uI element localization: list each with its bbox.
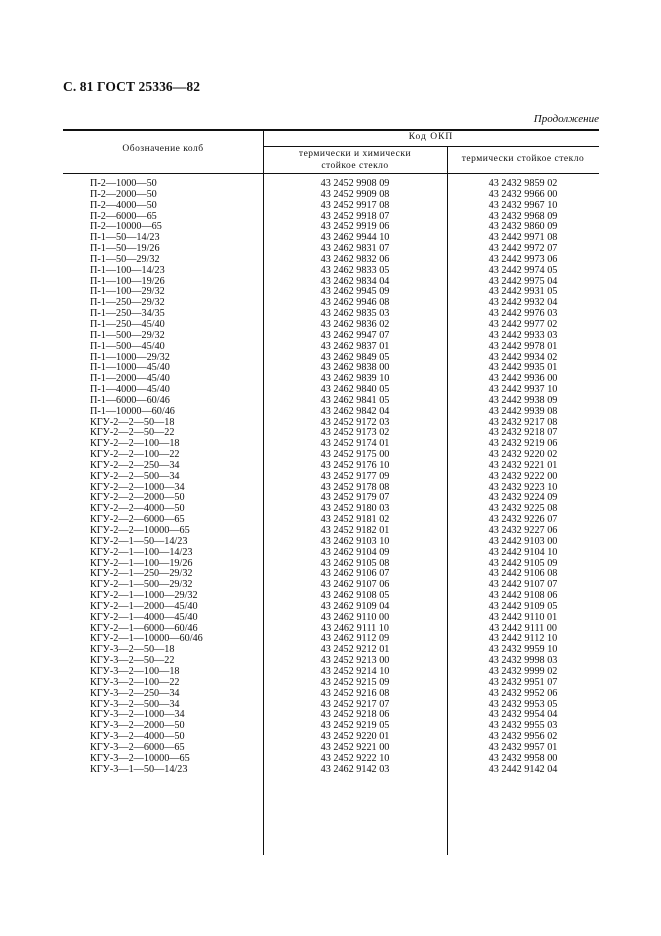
okp-code-chemical: 43 2462 9947 07 bbox=[320, 329, 390, 341]
okp-code-chemical: 43 2462 9106 07 bbox=[320, 568, 390, 580]
okp-code-chemical: 43 2462 9108 05 bbox=[320, 590, 390, 602]
okp-code-chemical: 43 2462 9840 05 bbox=[320, 384, 390, 396]
okp-code-chemical: 43 2452 9176 10 bbox=[320, 459, 390, 471]
okp-code-chemical: 43 2452 9220 01 bbox=[320, 731, 390, 743]
flask-designation: КГУ-3—2—50—22 bbox=[90, 655, 175, 667]
flask-designation: КГУ-2—2—10000—65 bbox=[90, 525, 190, 536]
okp-code-chemical: 43 2452 9173 02 bbox=[320, 427, 390, 439]
flask-designation: КГУ-2—2—50—22 bbox=[90, 427, 175, 439]
okp-code-chemical: 43 2452 9182 01 bbox=[320, 525, 390, 536]
okp-code-thermal: 43 2442 9977 02 bbox=[488, 318, 558, 330]
okp-code-thermal: 43 2432 9967 10 bbox=[488, 199, 558, 211]
okp-code-chemical: 43 2452 9917 08 bbox=[320, 199, 390, 211]
okp-code-chemical: 43 2462 9110 00 bbox=[320, 611, 390, 623]
okp-code-chemical: 43 2462 9836 02 bbox=[320, 318, 390, 330]
flask-designation: П-1—500—45/40 bbox=[90, 340, 165, 352]
header-bottom-rule bbox=[63, 173, 599, 174]
flask-designation: КГУ-2—1—50—14/23 bbox=[90, 535, 188, 547]
group-header-rule bbox=[263, 146, 599, 147]
flask-designation: КГУ-2—1—100—14/23 bbox=[90, 546, 193, 558]
okp-code-chemical: 43 2452 9222 10 bbox=[320, 752, 390, 764]
flask-designation: КГУ-2—1—2000—45/40 bbox=[90, 600, 198, 612]
okp-code-thermal: 43 2442 9976 03 bbox=[488, 308, 558, 320]
column-header-flask: Обозначение колб bbox=[122, 144, 204, 154]
okp-code-chemical: 43 2452 9215 09 bbox=[320, 676, 390, 688]
okp-code-chemical: 43 2452 9177 09 bbox=[320, 470, 390, 482]
okp-code-thermal: 43 2442 9105 09 bbox=[488, 557, 558, 569]
okp-code-thermal: 43 2432 9226 07 bbox=[488, 514, 558, 526]
okp-code-thermal: 43 2442 9972 07 bbox=[488, 243, 558, 255]
column-header-thermal-resistant: термически стойкое стекло bbox=[461, 154, 585, 164]
okp-code-thermal: 43 2432 9219 06 bbox=[488, 438, 558, 450]
flask-designation: КГУ-2—1—1000—29/32 bbox=[90, 590, 198, 602]
okp-code-chemical: 43 2462 9842 04 bbox=[320, 405, 390, 417]
okp-code-chemical: 43 2452 9919 06 bbox=[320, 221, 390, 233]
okp-code-chemical: 43 2452 9174 01 bbox=[320, 438, 390, 450]
flask-designation: П-1—250—34/35 bbox=[90, 308, 165, 320]
flask-designation: КГУ-3—2—6000—65 bbox=[90, 741, 185, 753]
okp-code-thermal: 43 2442 9933 03 bbox=[488, 329, 558, 341]
flask-designation: КГУ-2—2—250—34 bbox=[90, 459, 180, 471]
flask-designation: КГУ-2—2—100—18 bbox=[90, 438, 180, 450]
okp-code-chemical: 43 2452 9172 03 bbox=[320, 416, 390, 428]
okp-code-chemical: 43 2462 9104 09 bbox=[320, 546, 390, 558]
okp-code-chemical: 43 2452 9212 01 bbox=[320, 644, 390, 656]
okp-code-thermal: 43 2442 9103 00 bbox=[488, 535, 558, 547]
okp-code-chemical: 43 2462 9833 05 bbox=[320, 264, 390, 276]
okp-code-thermal: 43 2442 9936 00 bbox=[488, 373, 558, 385]
okp-code-thermal: 43 2442 9932 04 bbox=[488, 297, 558, 309]
okp-code-chemical: 43 2452 9216 08 bbox=[320, 687, 390, 699]
okp-code-thermal: 43 2432 9224 09 bbox=[488, 492, 558, 504]
okp-code-thermal: 43 2432 9999 02 bbox=[488, 665, 558, 677]
okp-code-thermal: 43 2432 9859 02 bbox=[488, 178, 558, 189]
flask-designation: КГУ-2—2—6000—65 bbox=[90, 514, 185, 526]
flask-designation: П-1—250—45/40 bbox=[90, 318, 165, 330]
okp-code-thermal: 43 2442 9112 10 bbox=[488, 633, 558, 645]
flask-designation: П-1—500—29/32 bbox=[90, 329, 165, 341]
column-header-chemical-line1: термически и химически bbox=[298, 149, 412, 159]
okp-code-thermal: 43 2442 9110 01 bbox=[488, 611, 558, 623]
okp-code-chemical: 43 2462 9839 10 bbox=[320, 373, 390, 385]
flask-designation: П-1—1000—45/40 bbox=[90, 362, 170, 374]
flask-designation: П-1—4000—45/40 bbox=[90, 384, 170, 396]
okp-code-chemical: 43 2452 9918 07 bbox=[320, 210, 390, 222]
okp-code-thermal: 43 2432 9952 06 bbox=[488, 687, 558, 699]
okp-code-thermal: 43 2432 9220 02 bbox=[488, 449, 558, 461]
table-row bbox=[63, 613, 599, 624]
okp-code-chemical: 43 2452 9217 07 bbox=[320, 698, 390, 710]
flask-designation: КГУ-2—1—6000—60/46 bbox=[90, 622, 198, 634]
flask-designation: КГУ-2—2—50—18 bbox=[90, 416, 175, 428]
continuation-label: Продолжение bbox=[533, 113, 599, 125]
column-header-chemical-resistant bbox=[263, 148, 447, 172]
okp-code-chemical: 43 2452 9175 00 bbox=[320, 449, 390, 461]
okp-code-chemical: 43 2462 9946 08 bbox=[320, 297, 390, 309]
table-row bbox=[63, 342, 599, 353]
flask-designation: П-1—100—14/23 bbox=[90, 264, 165, 276]
flask-designation: КГУ-3—2—100—22 bbox=[90, 676, 180, 688]
page-header: С. 81 ГОСТ 25336—82 bbox=[63, 79, 201, 94]
okp-code-thermal: 43 2432 9966 00 bbox=[488, 188, 558, 200]
table-row bbox=[63, 472, 599, 483]
okp-code-chemical: 43 2462 9103 10 bbox=[320, 535, 390, 547]
flask-designation: П-1—250—29/32 bbox=[90, 297, 165, 309]
flask-designation: П-1—50—14/23 bbox=[90, 232, 160, 244]
okp-code-chemical: 43 2452 9214 10 bbox=[320, 665, 390, 677]
column-header-chemical-line2: стойкое стекло bbox=[321, 161, 389, 171]
okp-code-thermal: 43 2432 9955 03 bbox=[488, 720, 558, 732]
flask-designation: П-1—100—19/26 bbox=[90, 275, 165, 287]
okp-code-chemical: 43 2462 9142 03 bbox=[320, 763, 390, 775]
flask-designation: П-1—6000—60/46 bbox=[90, 394, 170, 406]
okp-code-chemical: 43 2462 9111 10 bbox=[320, 622, 389, 634]
okp-code-thermal: 43 2442 9973 06 bbox=[488, 253, 558, 265]
okp-code-chemical: 43 2462 9107 06 bbox=[320, 579, 390, 591]
okp-code-thermal: 43 2432 9222 00 bbox=[488, 470, 558, 482]
okp-code-chemical: 43 2462 9841 05 bbox=[320, 394, 390, 406]
flask-designation: П-1—50—19/26 bbox=[90, 243, 160, 255]
okp-code-thermal: 43 2432 9957 01 bbox=[488, 741, 558, 753]
okp-code-thermal: 43 2432 9218 07 bbox=[488, 427, 558, 439]
flask-designation: КГУ-2—2—1000—34 bbox=[90, 481, 185, 493]
flask-designation: КГУ-3—2—100—18 bbox=[90, 665, 180, 677]
flask-designation: КГУ-3—2—50—18 bbox=[90, 644, 175, 656]
flask-designation: П-2—1000—50 bbox=[90, 178, 157, 189]
okp-code-thermal: 43 2432 9225 08 bbox=[488, 503, 558, 515]
okp-code-chemical: 43 2462 9112 09 bbox=[320, 633, 390, 645]
table-row bbox=[63, 201, 599, 212]
okp-code-chemical: 43 2462 9832 06 bbox=[320, 253, 390, 265]
okp-code-thermal: 43 2432 9968 09 bbox=[488, 210, 558, 222]
okp-code-thermal: 43 2432 9221 01 bbox=[488, 459, 558, 471]
flask-designation: П-1—50—29/32 bbox=[90, 253, 160, 265]
okp-code-thermal: 43 2442 9104 10 bbox=[488, 546, 558, 558]
okp-code-thermal: 43 2442 9939 08 bbox=[488, 405, 558, 417]
flask-designation: П-2—10000—65 bbox=[90, 221, 162, 233]
okp-code-thermal: 43 2442 9937 10 bbox=[488, 384, 558, 396]
flask-designation: КГУ-3—2—10000—65 bbox=[90, 752, 190, 764]
flask-designation: П-1—2000—45/40 bbox=[90, 373, 170, 385]
flask-designation: П-2—2000—50 bbox=[90, 188, 157, 200]
okp-code-thermal: 43 2432 9958 00 bbox=[488, 752, 558, 764]
okp-code-chemical: 43 2452 9179 07 bbox=[320, 492, 390, 504]
table-body bbox=[63, 179, 599, 775]
table-row bbox=[63, 754, 599, 765]
okp-code-thermal: 43 2442 9106 08 bbox=[488, 568, 558, 580]
okp-code-thermal: 43 2432 9860 09 bbox=[488, 221, 558, 233]
okp-code-thermal: 43 2442 9975 04 bbox=[488, 275, 558, 287]
okp-code-chemical: 43 2452 9178 08 bbox=[320, 481, 390, 493]
table-row bbox=[63, 407, 599, 418]
table-row bbox=[63, 765, 599, 776]
okp-code-thermal: 43 2432 9223 10 bbox=[488, 481, 558, 493]
okp-code-thermal: 43 2432 9953 05 bbox=[488, 698, 558, 710]
okp-code-chemical: 43 2452 9219 05 bbox=[320, 720, 390, 732]
column-group-header-okp: Код ОКП bbox=[408, 132, 454, 142]
okp-code-thermal: 43 2442 9978 01 bbox=[488, 340, 558, 352]
okp-code-thermal: 43 2432 9954 04 bbox=[488, 709, 558, 721]
okp-code-thermal: 43 2442 9938 09 bbox=[488, 394, 558, 406]
okp-code-thermal: 43 2432 9998 03 bbox=[488, 655, 558, 667]
flask-designation: КГУ-3—2—250—34 bbox=[90, 687, 180, 699]
table-row bbox=[63, 689, 599, 700]
flask-designation: П-1—10000—60/46 bbox=[90, 405, 175, 417]
okp-code-chemical: 43 2462 9945 09 bbox=[320, 286, 390, 298]
okp-code-chemical: 43 2462 9838 00 bbox=[320, 362, 390, 374]
table-row bbox=[63, 548, 599, 559]
flask-designation: КГУ-2—1—500—29/32 bbox=[90, 579, 193, 591]
flask-designation: КГУ-3—1—50—14/23 bbox=[90, 763, 188, 775]
okp-code-thermal: 43 2442 9974 05 bbox=[488, 264, 558, 276]
okp-code-chemical: 43 2452 9213 00 bbox=[320, 655, 390, 667]
okp-code-thermal: 43 2442 9931 05 bbox=[488, 286, 558, 298]
okp-code-chemical: 43 2462 9831 07 bbox=[320, 243, 390, 255]
table-row bbox=[63, 266, 599, 277]
okp-code-chemical: 43 2452 9908 09 bbox=[320, 178, 390, 189]
okp-code-chemical: 43 2452 9909 08 bbox=[320, 188, 390, 200]
flask-designation: КГУ-3—2—500—34 bbox=[90, 698, 180, 710]
okp-code-chemical: 43 2452 9218 06 bbox=[320, 709, 390, 721]
okp-code-table bbox=[63, 129, 599, 855]
okp-code-thermal: 43 2442 9971 08 bbox=[488, 232, 558, 244]
okp-code-thermal: 43 2432 9227 06 bbox=[488, 525, 558, 536]
okp-code-thermal: 43 2442 9109 05 bbox=[488, 600, 558, 612]
okp-code-chemical: 43 2462 9109 04 bbox=[320, 600, 390, 612]
okp-code-thermal: 43 2442 9934 02 bbox=[488, 351, 558, 363]
flask-designation: КГУ-3—2—4000—50 bbox=[90, 731, 185, 743]
okp-code-thermal: 43 2442 9111 00 bbox=[488, 622, 557, 634]
okp-code-thermal: 43 2442 9108 06 bbox=[488, 590, 558, 602]
flask-designation: КГУ-2—2—4000—50 bbox=[90, 503, 185, 515]
okp-code-thermal: 43 2432 9951 07 bbox=[488, 676, 558, 688]
flask-designation: П-1—100—29/32 bbox=[90, 286, 165, 298]
okp-code-thermal: 43 2432 9217 08 bbox=[488, 416, 558, 428]
okp-code-thermal: 43 2442 9142 04 bbox=[488, 763, 558, 775]
flask-designation: КГУ-2—2—500—34 bbox=[90, 470, 180, 482]
okp-code-chemical: 43 2462 9849 05 bbox=[320, 351, 390, 363]
flask-designation: КГУ-3—2—2000—50 bbox=[90, 720, 185, 732]
flask-designation: КГУ-3—2—1000—34 bbox=[90, 709, 185, 721]
flask-designation: П-2—4000—50 bbox=[90, 199, 157, 211]
flask-designation: КГУ-2—1—10000—60/46 bbox=[90, 633, 203, 645]
okp-code-chemical: 43 2462 9105 08 bbox=[320, 557, 390, 569]
okp-code-chemical: 43 2452 9221 00 bbox=[320, 741, 390, 753]
flask-designation: КГУ-2—1—100—19/26 bbox=[90, 557, 193, 569]
flask-designation: П-1—1000—29/32 bbox=[90, 351, 170, 363]
flask-designation: П-2—6000—65 bbox=[90, 210, 157, 222]
flask-designation: КГУ-2—1—4000—45/40 bbox=[90, 611, 198, 623]
okp-code-chemical: 43 2462 9835 03 bbox=[320, 308, 390, 320]
okp-code-chemical: 43 2462 9837 01 bbox=[320, 340, 390, 352]
flask-designation: КГУ-2—1—250—29/32 bbox=[90, 568, 193, 580]
okp-code-chemical: 43 2462 9944 10 bbox=[320, 232, 390, 244]
okp-code-thermal: 43 2442 9107 07 bbox=[488, 579, 558, 591]
okp-code-thermal: 43 2442 9935 01 bbox=[488, 362, 558, 374]
okp-code-chemical: 43 2452 9181 02 bbox=[320, 514, 390, 526]
okp-code-chemical: 43 2452 9180 03 bbox=[320, 503, 390, 515]
flask-designation: КГУ-2—2—2000—50 bbox=[90, 492, 185, 504]
flask-designation: КГУ-2—2—100—22 bbox=[90, 449, 180, 461]
okp-code-chemical: 43 2462 9834 04 bbox=[320, 275, 390, 287]
okp-code-thermal: 43 2432 9956 02 bbox=[488, 731, 558, 743]
okp-code-thermal: 43 2432 9959 10 bbox=[488, 644, 558, 656]
